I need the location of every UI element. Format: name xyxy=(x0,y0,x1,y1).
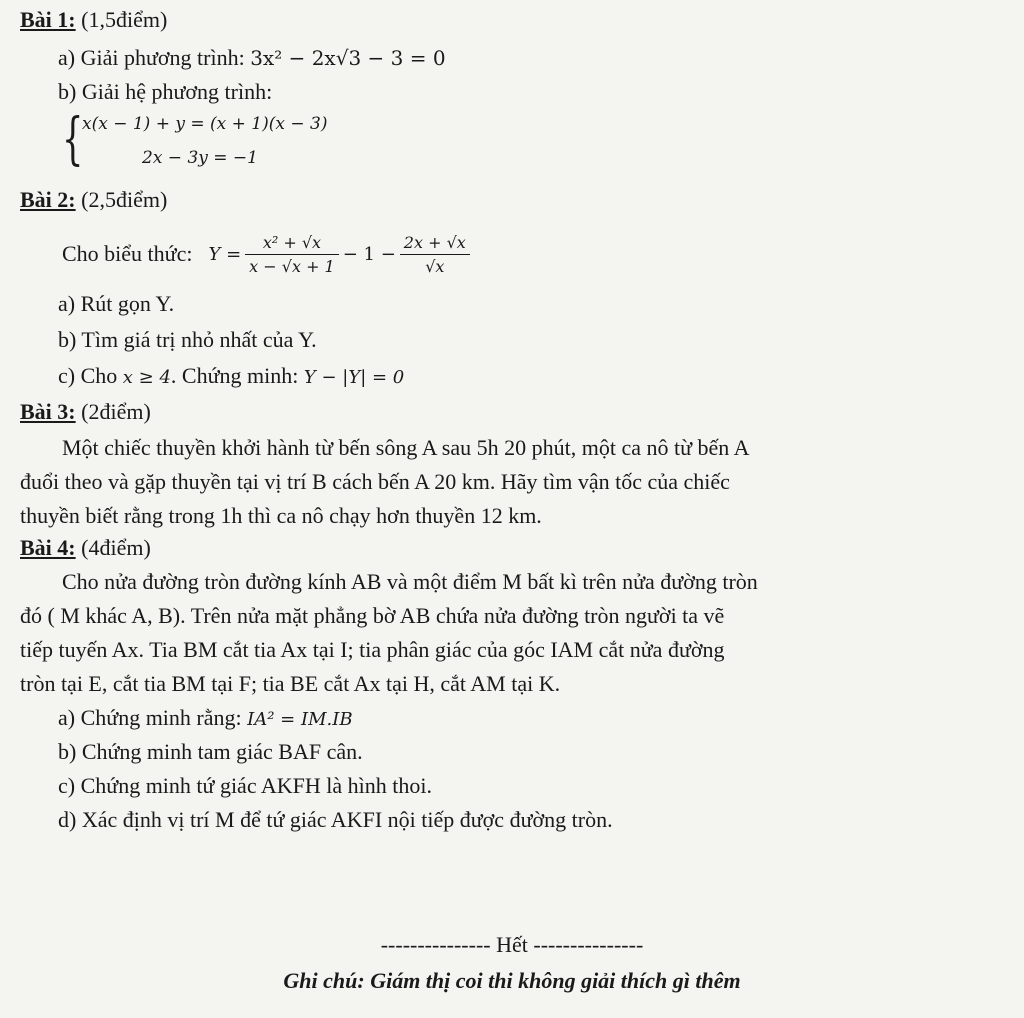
bai2-b: b) Tìm giá trị nhỏ nhất của Y. xyxy=(58,327,317,352)
bai1-b xyxy=(58,78,272,106)
bai1-b-text: b) Giải hệ phương trình: xyxy=(58,79,273,104)
bai4-a xyxy=(58,704,353,734)
fraction-1-denominator: x − √x + 1 xyxy=(249,256,335,276)
bai4-b: b) Chứng minh tam giác BAF cân. xyxy=(58,739,363,764)
brace-symbol: { xyxy=(62,107,84,172)
bai3-heading xyxy=(20,398,151,426)
bai4-d: d) Xác định vị trí M để tứ giác AKFI nội tiếp được đường tròn. xyxy=(58,807,613,832)
bai4-c: c) Chứng minh tứ giác AKFH là hình thoi. xyxy=(58,773,432,798)
fraction-1-numerator: x² + √x xyxy=(245,233,339,255)
bai2-c-text1: c) Cho xyxy=(58,363,118,388)
end-mark: --------------- Hết --------------- xyxy=(380,932,644,957)
bai1-a xyxy=(58,44,446,72)
bai1-heading xyxy=(20,6,167,34)
bai2-c-text2: . Chứng minh: xyxy=(170,363,299,388)
bai4-a-text: a) Chứng minh rằng: xyxy=(58,705,242,730)
bai4-heading xyxy=(20,534,151,562)
bai3-line-3: thuyền biết rằng trong 1h thì ca nô chạy hơn thuyền 12 km. xyxy=(20,503,542,528)
fraction-2-numerator: 2x + √x xyxy=(400,233,470,255)
bai1-a-equation: 3x² − 2x√3 − 3 = 0 xyxy=(250,46,446,70)
bai2-a: a) Rút gọn Y. xyxy=(58,291,175,316)
bai4-line-4: tròn tại E, cắt tia BM tại F; tia BE cắt Ax tại H, cắt AM tại K. xyxy=(20,671,561,696)
bai3-line-2: đuổi theo và gặp thuyền tại vị trí B cách bến A 20 km. Hãy tìm vận tốc của chiếc xyxy=(20,469,730,494)
bai4-a-equation: IA² = IM.IB xyxy=(247,709,353,730)
bai4-points: (4điểm) xyxy=(75,535,151,560)
bai4-line-1: Cho nửa đường tròn đường kính AB và một điểm M bất kì trên nửa đường tròn xyxy=(62,569,758,594)
bai2-label: Bài 2: xyxy=(20,187,76,212)
bai1-label: Bài 1: xyxy=(20,7,76,32)
bai1-a-text: a) Giải phương trình: xyxy=(58,45,245,70)
bai2-points: (2,5điểm) xyxy=(75,187,168,212)
bai2-heading xyxy=(20,186,167,214)
fraction-2 xyxy=(400,233,470,276)
system-line-2: 2x − 3y = −1 xyxy=(142,148,258,168)
bai2-c-condition: x ≥ 4 xyxy=(122,367,171,388)
minus-one: − 1 − xyxy=(342,243,396,265)
bai2-c-equation: Y − |Y| = 0 xyxy=(303,367,405,388)
expression-lhs: Y = xyxy=(208,243,242,265)
bai4-label: Bài 4: xyxy=(20,535,76,560)
system-line-1: x(x − 1) + y = (x + 1)(x − 3) xyxy=(82,114,328,134)
bai3-line-1: Một chiếc thuyền khởi hành từ bến sông A sau 5h 20 phút, một ca nô từ bến A xyxy=(62,435,750,460)
bai1-points: (1,5điểm) xyxy=(75,7,168,32)
equation-system xyxy=(62,107,362,176)
expression-label: Cho biểu thức: xyxy=(62,241,193,266)
fraction-2-denominator: √x xyxy=(425,256,445,276)
bai4-line-3: tiếp tuyến Ax. Tia BM cắt tia Ax tại I; tia phân giác của góc IAM cắt nửa đường xyxy=(20,637,725,662)
bai2-c xyxy=(58,362,404,392)
bai3-points: (2điểm) xyxy=(75,399,151,424)
fraction-1 xyxy=(245,233,339,276)
bai4-line-2: đó ( M khác A, B). Trên nửa mặt phẳng bờ AB chứa nửa đường tròn người ta vẽ xyxy=(20,603,725,628)
bai2-expression xyxy=(62,222,470,286)
footer-note: Ghi chú: Giám thị coi thi không giải thích gì thêm xyxy=(283,968,741,993)
bai3-label: Bài 3: xyxy=(20,399,76,424)
